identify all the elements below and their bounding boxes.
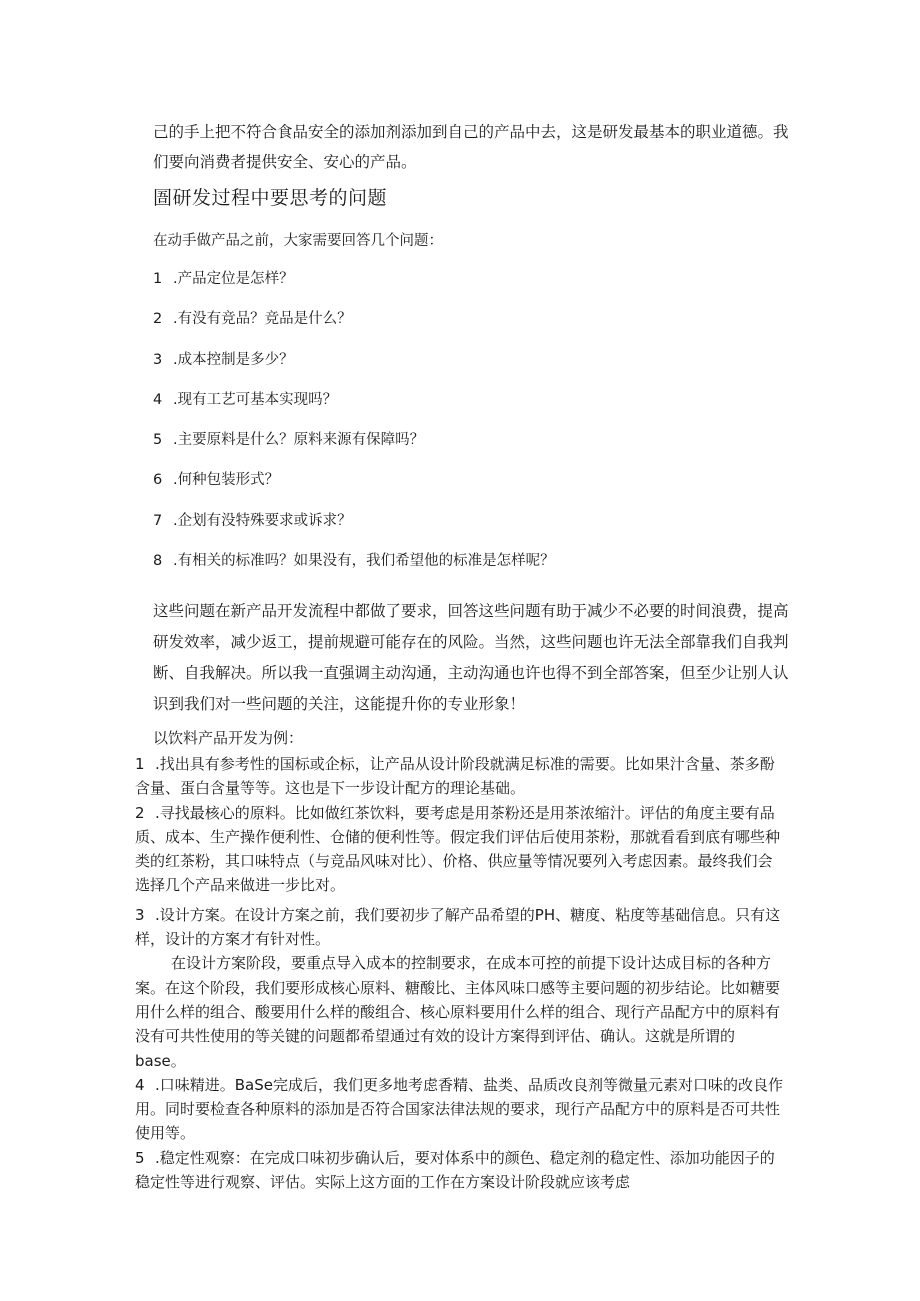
step-3: 3 .设计方案。在设计方案之前，我们要初步了解产品希望的PH、糖度、粘度等基础信息。只有这样，设计的方案才有针对性。	[135, 905, 781, 949]
list-item: 6 .何种包装形式？	[153, 472, 280, 489]
list-item: 2 .有没有竞品？竞品是什么？	[153, 311, 352, 328]
paragraph-questions-summary: 这些问题在新产品开发流程中都做了要求，回答这些问题有助于减少不必要的时间浪费，提高研发效率，减少返工，提前规避可能存在的风险。当然，这些问题也许无法全部靠我们自我判断、自我解决。所以我一直强调主动沟通，主动沟通也许也得不到全部答案，但至少让别人认识到我们对一些问题的关注，这能提升你的专业形象！	[153, 602, 789, 713]
paragraph-ethics: 己的手上把不符合食品安全的添加剂添加到自己的产品中去，这是研发最基本的职业道德。我们要向消费者提供安全、安心的产品。	[153, 123, 789, 171]
list-item: 7 .企划有没特殊要求或诉求？	[153, 512, 352, 529]
step-4: 4 .口味精进。BaSe完成后，我们更多地考虑香精、盐类、品质改良剂等微量元素对口味的改良作用。同时要检查各种原料的添加是否符合国家法律法规的要求，现行产品配方中的原料是否可共性使用等。	[135, 1075, 784, 1143]
list-item: 4 .现有工艺可基本实现吗？	[153, 391, 338, 408]
list-item: 5 .主要原料是什么？原料来源有保障吗？	[153, 432, 425, 449]
example-heading: 以饮料产品开发为例：	[153, 729, 304, 747]
section-heading: 圄研发过程中要思考的问题	[153, 187, 388, 209]
step-3-detail: 在设计方案阶段，要重点导入成本的控制要求，在成本可控的前提下设计达成目标的各种方案。在这个阶段，我们要形成核心原料、糖酸比、主体风味口感等主要问题的初步结论。比如糖要用什么样的组合、酸要用什么样的酸组合、核心原料要用什么样的组合、现行产品配方中的原料有没有可共性使用的等关键的问题都希望通过有效的设计方案得到评估、确认。这就是所谓的base。	[135, 954, 781, 1070]
step-5: 5 .稳定性观察：在完成口味初步确认后，要对体系中的颜色、稳定剂的稳定性、添加功能因子的稳定性等进行观察、评估。实际上这方面的工作在方案设计阶段就应该考虑	[135, 1148, 775, 1192]
beverage-steps	[135, 752, 785, 1194]
list-item: 8 .有相关的标准吗？如果没有，我们希望他的标准是怎样呢？	[153, 553, 555, 570]
list-item: 1 .产品定位是怎样？	[153, 271, 294, 287]
question-list	[153, 268, 555, 590]
step-1: 1 .找出具有参考性的国标或企标，让产品从设计阶段就满足标准的需要。比如果汁含量、茶多酚含量、蛋白含量等等。这也是下一步设计配方的理论基础。	[135, 755, 775, 798]
intro-text: 在动手做产品之前，大家需要回答几个问题：	[153, 233, 443, 249]
step-2: 2 .寻找最核心的原料。比如做红茶饮料，要考虑是用茶粉还是用茶浓缩汁。评估的角度主要有品质、成本、生产操作便利性、仓储的便利性等。假定我们评估后使用茶粉，那就看看到底有哪些种类的红茶粉，其口味特点（与竞品风味对比）、价格、供应量等情况要列入考虑因素。最终我们会选择几个产品来做进一步比对。	[135, 803, 781, 895]
list-item: 3 .成本控制是多少？	[153, 351, 294, 368]
